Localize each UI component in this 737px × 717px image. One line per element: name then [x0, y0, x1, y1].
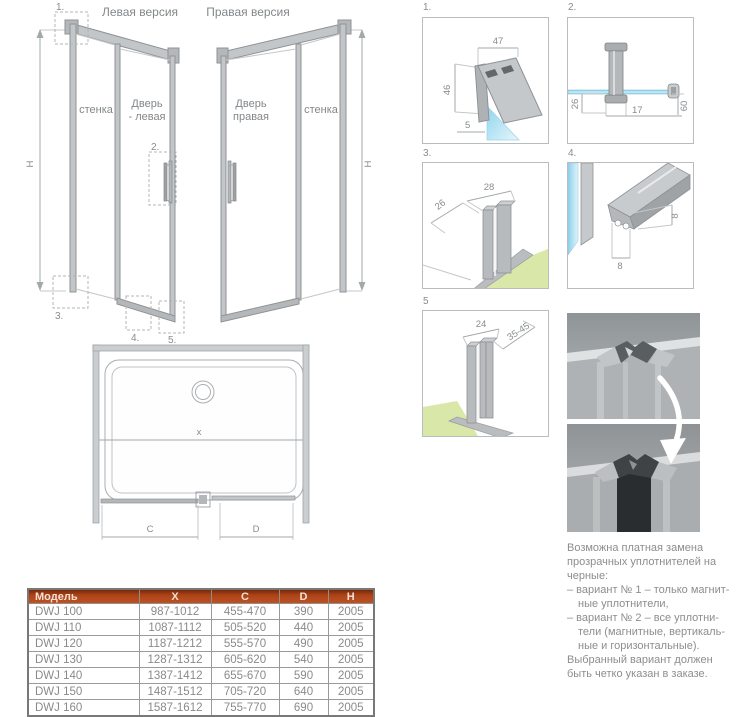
cell-model: DWJ 150	[28, 684, 139, 700]
note-line: тели (магнитные, вертикаль-	[578, 626, 725, 638]
svg-text:47: 47	[492, 36, 504, 47]
h-dim-label-right: H	[363, 160, 374, 168]
marker-2: 2.	[151, 142, 160, 153]
detail-1-drawing	[423, 18, 548, 143]
left-version-drawing	[25, 2, 184, 345]
col-header-d: D	[279, 589, 328, 604]
d-dim-label: D	[252, 524, 260, 535]
left-version-title: Левая версия	[101, 5, 179, 19]
c-dim-label: C	[146, 524, 154, 535]
svg-text:17: 17	[632, 105, 643, 116]
right-door-label-1: Дверь	[235, 98, 267, 110]
arrow-down-icon	[640, 372, 710, 472]
svg-text:46: 46	[442, 84, 453, 96]
detail-4-box	[567, 162, 694, 289]
drain-icon	[192, 381, 214, 403]
col-header-model: Модель	[28, 589, 139, 604]
table-header-row	[28, 589, 374, 604]
table-row: DWJ 120 1187-1212 555-570 490 2005	[28, 636, 374, 652]
glass-panel	[568, 163, 578, 255]
tray-top-view	[85, 340, 335, 558]
svg-text:8: 8	[670, 213, 681, 219]
detail-2-drawing	[568, 18, 693, 143]
right-door-handle	[228, 161, 236, 203]
svg-text:26: 26	[432, 197, 449, 213]
detail-3-drawing	[423, 163, 548, 288]
table-row: DWJ 130 1287-1312 605-620 540 2005	[28, 652, 374, 668]
svg-text:35-45: 35-45	[505, 320, 532, 344]
detail-5-box	[422, 310, 549, 437]
note-line: Выбранный вариант должен	[567, 654, 713, 666]
svg-text:5: 5	[465, 120, 471, 131]
note-line: ные уплотнители,	[578, 598, 669, 610]
detail-3-label: 3.	[423, 148, 432, 159]
c-d-dimensions	[102, 503, 293, 540]
top-profile-corner	[475, 58, 542, 123]
table-row: DWJ 100 987-1012 455-470 390 2005	[28, 604, 374, 620]
note-line: Возможна платная замена	[567, 542, 704, 554]
detail-1-box	[422, 17, 549, 144]
note-line: черные:	[567, 570, 609, 582]
right-wall-label: стенка	[304, 104, 338, 116]
detail-4-drawing	[568, 163, 693, 288]
note-line: – вариант № 2 – все уплотни-	[567, 612, 719, 624]
col-header-h: H	[328, 589, 374, 604]
black-seal-body	[617, 470, 651, 532]
note-line: быть четко указан в заказе.	[567, 668, 708, 680]
marker-5: 5.	[168, 335, 177, 345]
door-diagrams	[0, 0, 400, 345]
detail-2-label: 2.	[568, 2, 577, 13]
svg-text:24: 24	[475, 319, 487, 330]
right-door-label-2: правая	[233, 111, 269, 123]
col-header-c: C	[211, 589, 279, 604]
detail-2-box	[567, 17, 694, 144]
table-row: DWJ 140 1387-1412 655-670 590 2005	[28, 668, 374, 684]
marker-1: 1.	[56, 2, 65, 13]
left-door-label-2: - левая	[128, 111, 166, 123]
cell-model: DWJ 100	[28, 604, 139, 620]
cell-model: DWJ 130	[28, 652, 139, 668]
table-row: DWJ 150 1487-1512 705-720 640 2005	[28, 684, 374, 700]
note-line: – вариант № 1 – только магнит-	[567, 584, 730, 596]
marker-4: 4.	[131, 333, 140, 344]
detail-3-box	[422, 162, 549, 289]
left-door-label-1: Дверь	[131, 98, 163, 110]
note-line: прозрачных уплотнителей на	[567, 556, 717, 568]
detail-5-label: 5	[423, 296, 429, 307]
table-row: DWJ 110 1087-1112 505-520 440 2005	[28, 620, 374, 636]
svg-text:26: 26	[570, 98, 581, 110]
svg-text:28: 28	[483, 182, 495, 193]
detail-5-drawing	[423, 311, 548, 436]
cell-model: DWJ 140	[28, 668, 139, 684]
marker-3: 3.	[55, 311, 64, 322]
x-dim-label: x	[196, 427, 202, 438]
left-wall-label: стенка	[79, 104, 113, 116]
glass-edge-profile	[581, 163, 593, 245]
svg-text:8: 8	[617, 261, 623, 272]
note-line: ные и горизонтальные).	[578, 640, 700, 652]
svg-text:60: 60	[679, 100, 690, 112]
joint-profile	[467, 338, 497, 423]
left-door-handle	[164, 161, 172, 203]
table-row: DWJ 160 1587-1612 755-770 690 2005	[28, 700, 374, 717]
detail-4-label: 4.	[568, 148, 577, 159]
col-header-x: X	[139, 589, 211, 604]
cell-model: DWJ 120	[28, 636, 139, 652]
detail-1-label: 1.	[423, 2, 432, 13]
cell-model: DWJ 110	[28, 620, 139, 636]
wall-profile	[483, 201, 515, 279]
h-dim-label-left: H	[25, 160, 36, 168]
handle-knob	[668, 84, 679, 98]
replacement-note	[567, 541, 737, 681]
right-version-drawing	[217, 20, 374, 322]
right-version-title: Правая версия	[206, 5, 290, 19]
model-spec-table	[27, 588, 375, 717]
cell-model: DWJ 160	[28, 700, 139, 717]
